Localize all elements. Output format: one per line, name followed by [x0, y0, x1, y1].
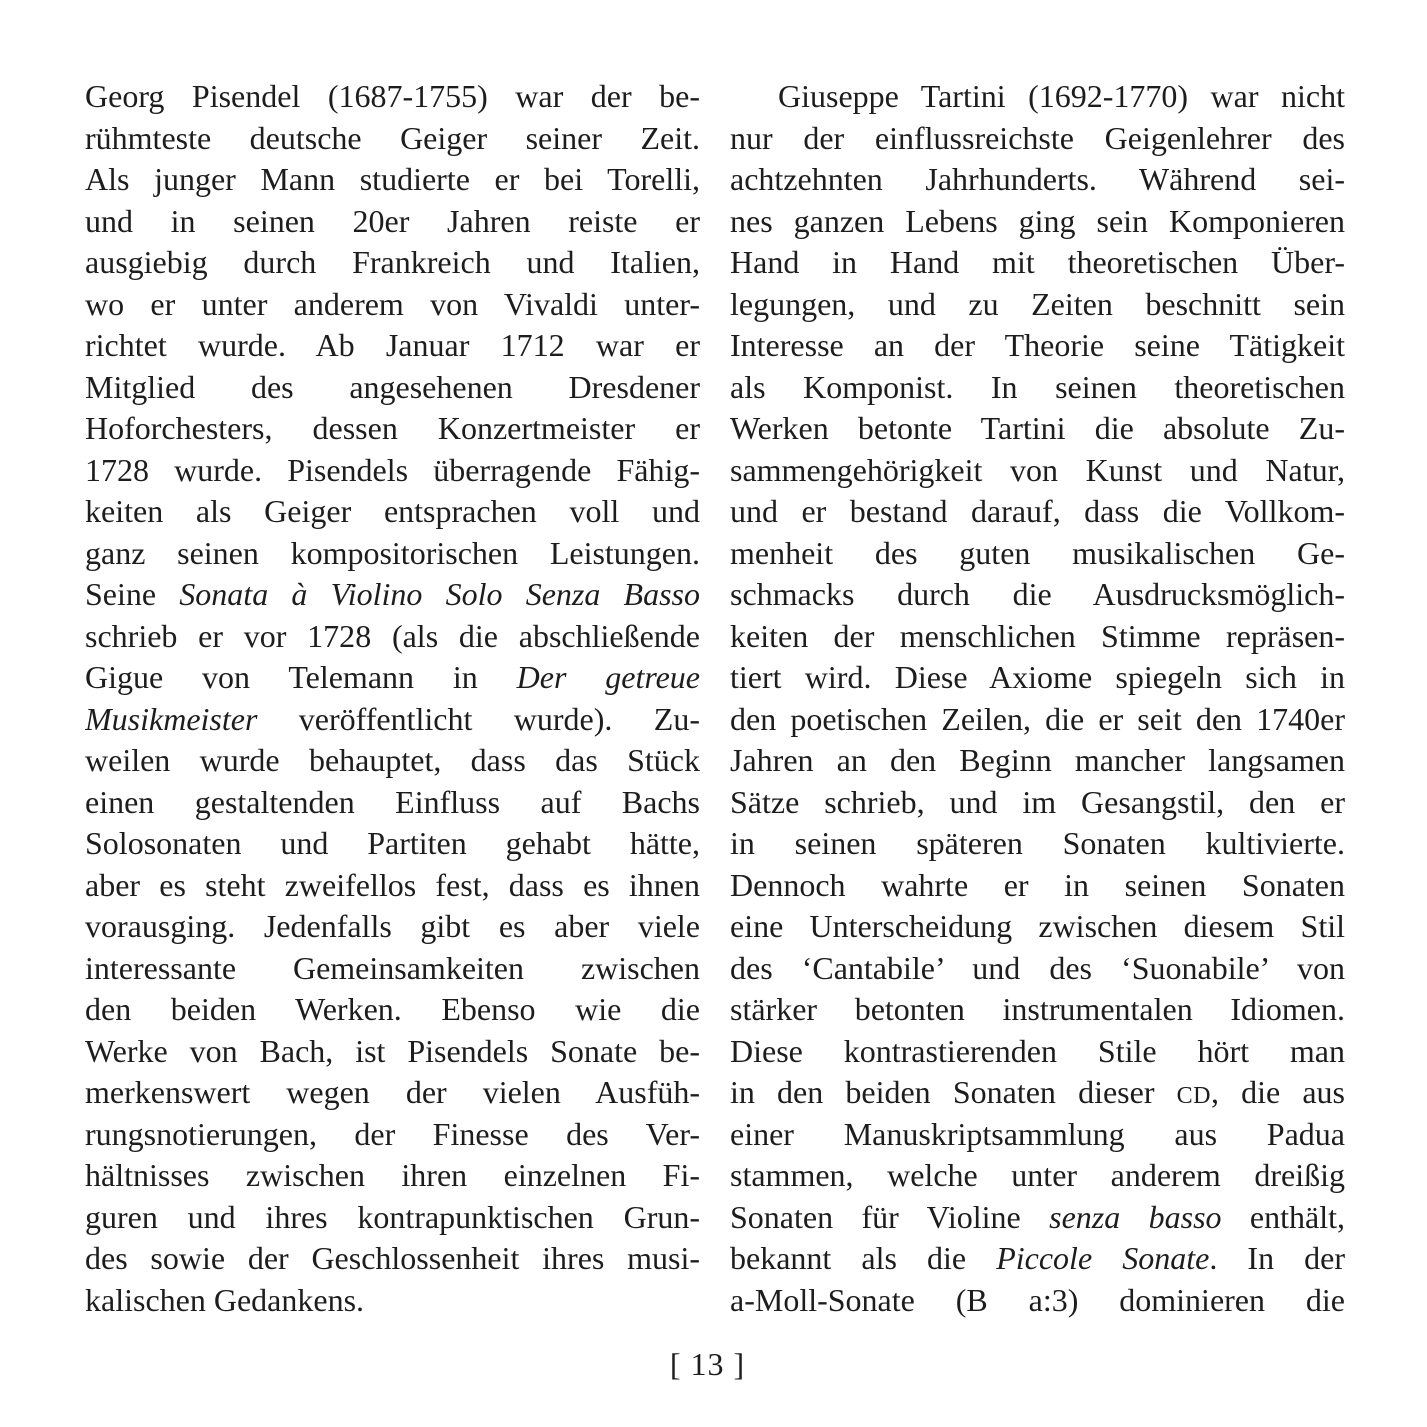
text-run: nur der einflussreichste Geigenlehrer des: [730, 119, 1345, 156]
text-run: keiten als Geiger entsprachen voll und: [85, 493, 700, 529]
text-run: Sätze schrieb, und im Gesangstil, den er: [730, 783, 1345, 820]
text-line: [730, 989, 1345, 1031]
text-run: eine Unterscheidung zwischen diesem Stil: [730, 908, 1345, 944]
text-run: wo er unter anderem von Vivaldi unter-: [85, 285, 700, 322]
text-run: hältnisses zwischen ihren einzelnen Fi-: [85, 1157, 700, 1193]
text-run: Hand in Hand mit theoretischen Über-: [730, 244, 1345, 280]
text-line: [85, 1072, 700, 1114]
text-run: Seine: [85, 576, 180, 612]
text-line: [730, 491, 1345, 533]
text-line: [730, 1238, 1345, 1280]
text-line: [85, 1238, 700, 1280]
text-line: [85, 657, 700, 699]
text-line: [85, 989, 700, 1031]
text-line: [85, 159, 700, 201]
text-run: den poetischen Zeilen, die er seit den 1740er: [730, 700, 1345, 737]
text-line: [85, 118, 700, 160]
text-run: Interesse an der Theorie seine Tätigkeit: [730, 327, 1345, 363]
text-line: [730, 1031, 1345, 1073]
text-line: [730, 1155, 1345, 1197]
text-run: veröffentlicht wurde). Zu-: [257, 700, 700, 737]
italic-text-run: Sonata à Violino Solo Senza Basso: [179, 576, 700, 612]
text-line: [85, 782, 700, 824]
italic-text-run: Piccole Sonate: [996, 1240, 1210, 1276]
italic-text-run: Der getreue: [516, 659, 700, 695]
text-run: Werke von Bach, ist Pisendels Sonate be-: [85, 1032, 700, 1069]
text-line: [730, 740, 1345, 782]
text-run: Solosonaten und Partiten gehabt hätte,: [85, 825, 700, 861]
text-run: nes ganzen Lebens ging sein Komponieren: [730, 202, 1345, 239]
text-run: bekannt als die: [730, 1240, 997, 1276]
text-line: [730, 450, 1345, 492]
page-number: [ 13 ]: [669, 1346, 746, 1382]
text-run: Sonaten für Violine: [730, 1198, 1050, 1235]
text-line: [730, 201, 1345, 243]
text-column-left: [85, 76, 700, 1321]
text-run: aber es steht zweifellos fest, dass es ihnen: [85, 866, 700, 903]
text-run: rühmteste deutsche Geiger seiner Zeit.: [85, 119, 700, 156]
text-run: rungsnotierungen, der Finesse des Ver-: [85, 1115, 700, 1152]
text-run: schmacks durch die Ausdrucksmöglich-: [730, 576, 1345, 612]
text-line: [730, 533, 1345, 575]
text-line: [730, 699, 1345, 741]
text-line: [730, 782, 1345, 824]
text-line: [730, 865, 1345, 907]
text-line: [730, 823, 1345, 865]
text-line: [730, 76, 1345, 118]
text-run: . In der: [1209, 1240, 1345, 1276]
text-run: sammengehörigkeit von Kunst und Natur,: [730, 451, 1345, 488]
text-line: [85, 1031, 700, 1073]
text-run: einen gestaltenden Einfluss auf Bachs: [85, 783, 700, 820]
text-line: [730, 408, 1345, 450]
text-run: den beiden Werken. Ebenso wie die: [85, 991, 700, 1027]
text-run: tiert wird. Diese Axiome spiegeln sich in: [730, 659, 1345, 695]
text-run: in den beiden Sonaten dieser: [730, 1074, 1177, 1110]
text-line: [730, 1072, 1345, 1114]
text-line: [730, 325, 1345, 367]
text-line: [85, 574, 700, 616]
text-run: Mitglied des angesehenen Dresdener: [85, 368, 700, 405]
italic-text-run: senza basso: [1049, 1198, 1222, 1235]
text-line: [730, 1114, 1345, 1156]
text-line: [85, 906, 700, 948]
text-run: a-Moll-Sonate (B a:3) dominieren die: [730, 1281, 1345, 1318]
text-run: , die aus: [1210, 1074, 1345, 1110]
text-line: [85, 740, 700, 782]
text-run: legungen, und zu Zeiten beschnitt sein: [730, 285, 1345, 322]
text-line: [85, 242, 700, 284]
text-line: [85, 1280, 700, 1322]
italic-text-run: Musikmeister: [85, 700, 258, 737]
text-run: enthält,: [1221, 1198, 1345, 1235]
text-line: [85, 533, 700, 575]
text-line: [730, 242, 1345, 284]
text-line: [85, 699, 700, 741]
text-run: menheit des guten musikalischen Ge-: [730, 534, 1345, 571]
text-run: einer Manuskriptsammlung aus Padua: [730, 1115, 1345, 1152]
text-line: [85, 76, 700, 118]
text-run: merkenswert wegen der vielen Ausfüh-: [85, 1074, 700, 1110]
text-line: [730, 284, 1345, 326]
text-run: Jahren an den Beginn mancher langsamen: [730, 742, 1345, 778]
text-line: [85, 408, 700, 450]
text-run: des ‘Cantabile’ und des ‘Suonabile’ von: [730, 949, 1345, 986]
text-run: als Komponist. In seinen theoretischen: [730, 368, 1345, 405]
text-run: Als junger Mann studierte er bei Torelli,: [85, 161, 700, 197]
text-run: 1728 wurde. Pisendels überragende Fähig-: [85, 451, 700, 488]
text-column-right: [730, 76, 1345, 1321]
text-run: stärker betonten instrumentalen Idiomen.: [730, 991, 1345, 1027]
text-line: [730, 367, 1345, 409]
text-run: in seinen späteren Sonaten kultivierte.: [730, 825, 1345, 861]
text-run: Werken betonte Tartini die absolute Zu-: [730, 410, 1345, 446]
text-run: des sowie der Geschlossenheit ihres musi-: [85, 1240, 700, 1276]
text-run: und er bestand darauf, dass die Vollkom-: [730, 493, 1345, 529]
text-line: [85, 491, 700, 533]
text-run: vorausging. Jedenfalls gibt es aber viele: [85, 908, 700, 944]
text-run: kalischen Gedankens.: [85, 1281, 365, 1318]
text-line: [85, 450, 700, 492]
text-run: stammen, welche unter anderem dreißig: [730, 1157, 1345, 1193]
text-line: [730, 118, 1345, 160]
text-run: Georg Pisendel (1687-1755) war der be-: [85, 78, 700, 114]
text-line: [85, 865, 700, 907]
text-line: [85, 201, 700, 243]
text-run: Diese kontrastierenden Stile hört man: [730, 1032, 1345, 1069]
text-line: [85, 616, 700, 658]
text-run: keiten der menschlichen Stimme repräsen-: [730, 617, 1345, 654]
text-run: ausgiebig durch Frankreich und Italien,: [85, 244, 700, 280]
text-line: [85, 284, 700, 326]
text-line: [85, 367, 700, 409]
text-line: [85, 1155, 700, 1197]
text-run: achtzehnten Jahrhunderts. Während sei-: [730, 161, 1345, 197]
text-run: Giuseppe Tartini (1692-1770) war nicht: [778, 78, 1345, 114]
text-run: Hoforchesters, dessen Konzertmeister er: [85, 410, 700, 446]
text-line: [730, 657, 1345, 699]
text-run: und in seinen 20er Jahren reiste er: [85, 202, 700, 239]
text-line: [730, 948, 1345, 990]
text-run: ganz seinen kompositorischen Leistungen.: [85, 534, 700, 571]
text-run: Gigue von Telemann in: [85, 659, 517, 695]
text-line: [85, 823, 700, 865]
text-line: [730, 1197, 1345, 1239]
text-run: guren und ihres kontrapunktischen Grun-: [85, 1198, 700, 1235]
text-line: [730, 906, 1345, 948]
text-line: [730, 1280, 1345, 1322]
text-line: [730, 159, 1345, 201]
text-run: weilen wurde behauptet, dass das Stück: [85, 742, 700, 778]
text-line: [730, 616, 1345, 658]
text-run: Dennoch wahrte er in seinen Sonaten: [730, 866, 1345, 903]
smallcaps-text-run: CD: [1176, 1083, 1211, 1109]
text-line: [85, 948, 700, 990]
text-run: richtet wurde. Ab Januar 1712 war er: [85, 327, 700, 363]
text-line: [730, 574, 1345, 616]
text-run: schrieb er vor 1728 (als die abschließende: [85, 617, 700, 654]
text-line: [85, 1114, 700, 1156]
text-line: [85, 1197, 700, 1239]
text-line: [85, 325, 700, 367]
text-run: interessante Gemeinsamkeiten zwischen: [85, 949, 700, 986]
